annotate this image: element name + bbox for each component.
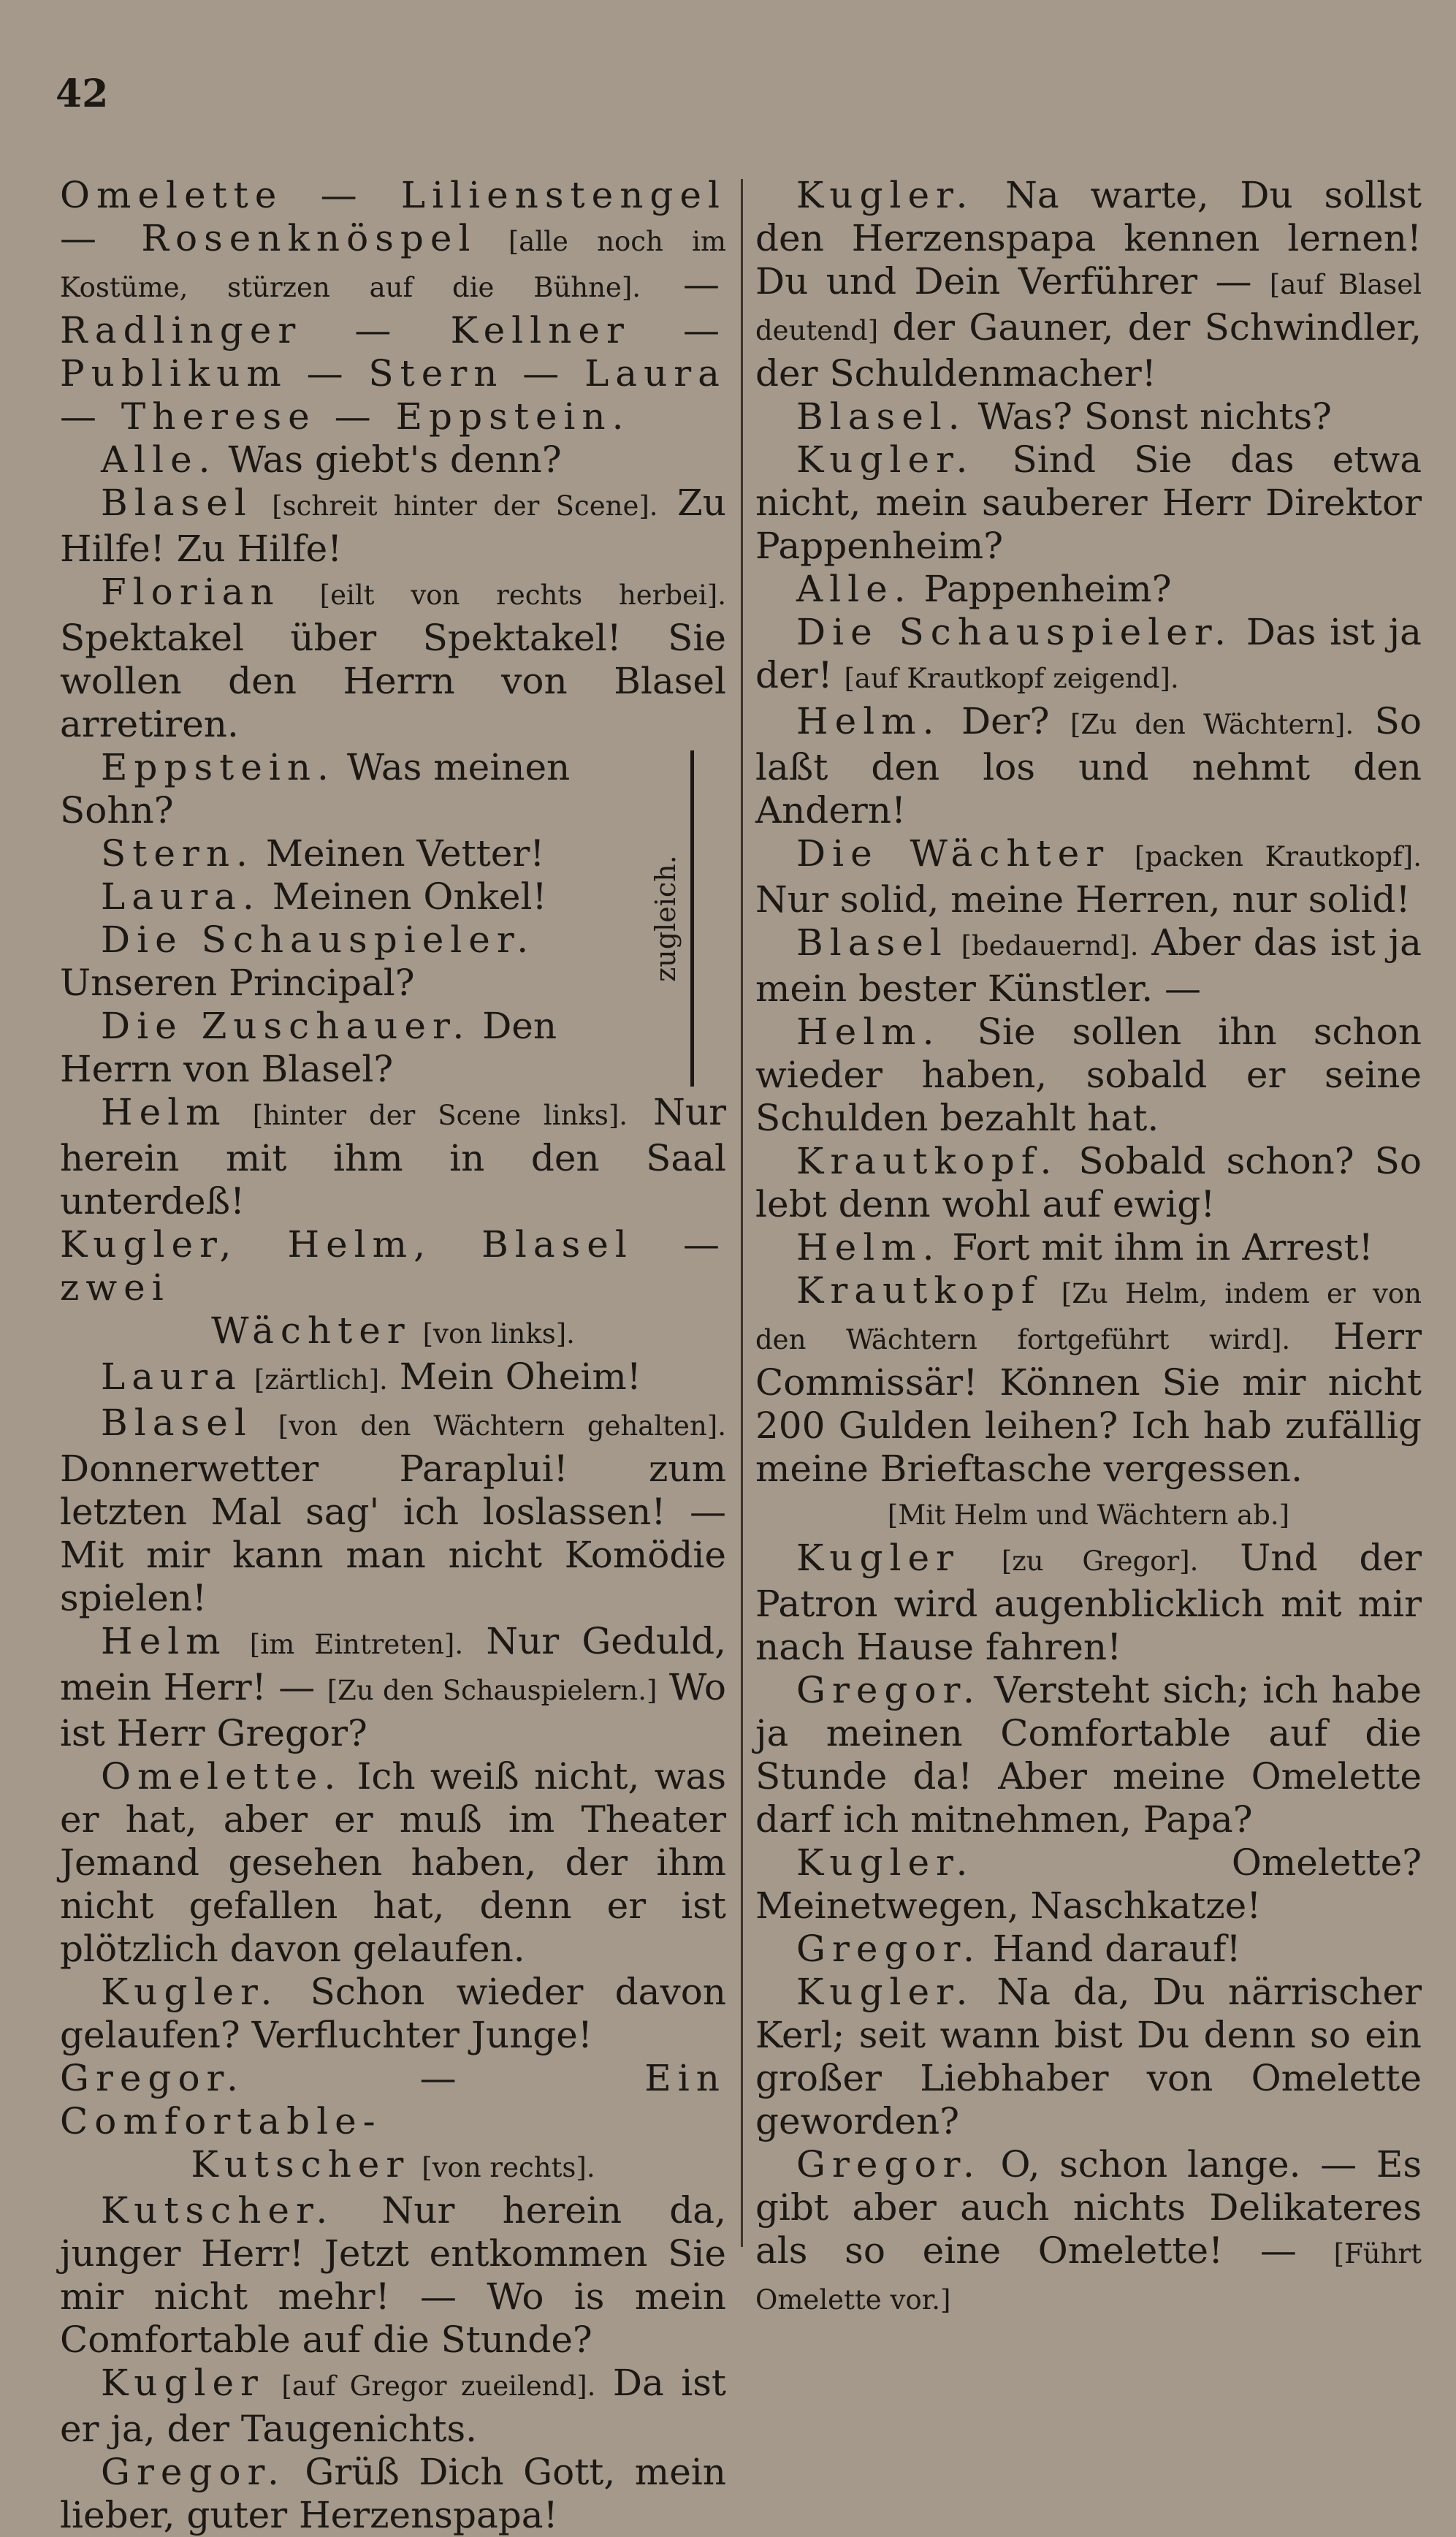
dialogue: O, schon lange. — Es gibt aber auch nichts Delikateres als so eine Omelette! — — [755, 2143, 1422, 2272]
paragraph — [60, 1309, 726, 1355]
speaker: Die Wächter — [796, 832, 1110, 875]
paragraph — [60, 174, 726, 438]
speaker: Wächter — [211, 1309, 411, 1352]
speaker: Helm — [101, 1091, 227, 1133]
dialogue: Der? — [961, 700, 1050, 742]
stage-direction: [von den Wächtern gehalten]. — [278, 1410, 726, 1442]
stage-direction: [Zu Helm, indem er von den Wächtern fortgeführt wird]. — [755, 1278, 1422, 1355]
speaker: Laura — [101, 1355, 243, 1398]
speaker: Laura. — [101, 875, 261, 918]
speaker: Alle. — [796, 568, 912, 610]
dialogue: der Gauner, der Schwindler, der Schuldenmacher! — [755, 306, 1422, 395]
dialogue: Schon wieder davon gelaufen? Verfluchter Junge! — [60, 1971, 726, 2056]
chorus-block — [60, 746, 726, 1091]
speaker: Blasel — [101, 482, 253, 524]
paragraph — [755, 832, 1422, 921]
dialogue: Nur herein mit ihm in den Saal unterdeß! — [60, 1091, 726, 1222]
dialogue: Omelette? Meinetwegen, Naschkatze! — [755, 1841, 1422, 1927]
paragraph — [60, 1355, 726, 1401]
stage-direction: [auf Gregor zueilend]. — [281, 2370, 596, 2402]
paragraph — [60, 1091, 726, 1223]
dialogue: Fort mit ihm in Arrest! — [952, 1226, 1373, 1268]
paragraph — [755, 921, 1422, 1011]
speaker: Kugler. — [796, 1841, 975, 1884]
stage-direction: [hinter der Scene links]. — [252, 1100, 628, 1131]
paragraph — [60, 2189, 726, 2362]
speaker: Stern. — [101, 832, 254, 875]
character-list: Omelette — Lilienstengel — Rosenknöspel — [60, 174, 726, 259]
paragraph — [60, 2362, 726, 2451]
paragraph — [60, 438, 726, 482]
paragraph — [60, 2451, 726, 2537]
dialogue: Das ist ja der! — [755, 611, 1422, 696]
speaker: Die Schauspieler. — [796, 611, 1233, 653]
paragraph: Kugler, Helm, Blasel — zwei — [60, 1223, 726, 1309]
dialogue: Mein Oheim! — [399, 1355, 641, 1398]
paragraph — [755, 1537, 1422, 1669]
stage-direction: [Mit Helm und Wächtern ab.] — [887, 1499, 1290, 1531]
paragraph — [755, 2143, 1422, 2321]
speaker: Florian — [101, 571, 281, 613]
dialogue: Na da, Du närrischer Kerl; seit wann bist Du denn so ein großer Liebhaber von Omelette geworden? — [755, 1971, 1422, 2142]
paragraph — [60, 832, 668, 875]
paragraph — [60, 571, 726, 746]
speaker: Gregor. — [796, 1669, 981, 1711]
speaker: Gregor. — [796, 1928, 981, 1970]
dialogue: Was? Sonst nichts? — [977, 395, 1332, 438]
stage-direction: [auf Blasel deutend] — [755, 269, 1422, 346]
speaker: Gregor. — [101, 2451, 286, 2493]
paragraph — [755, 1669, 1422, 1841]
speaker: Kugler. — [796, 438, 975, 481]
stage-direction: [Führt Omelette vor.] — [755, 2238, 1422, 2316]
dialogue: Donnerwetter Paraplui! zum letzten Mal sag' ich loslassen! — Mit mir kann man nicht Komödie spielen! — [60, 1448, 726, 1619]
speaker: Kutscher. — [101, 2189, 335, 2232]
speaker: Kugler. — [796, 1971, 975, 2013]
paragraph — [755, 611, 1422, 700]
dialogue: Da ist er ja, der Taugenichts. — [60, 2362, 726, 2450]
paragraph — [755, 438, 1422, 568]
paragraph — [755, 1971, 1422, 2143]
speaker: Die Zuschauer. — [101, 1005, 471, 1047]
stage-direction: [eilt von rechts herbei]. — [319, 579, 726, 611]
paragraph — [60, 1755, 726, 1971]
dialogue: Und der Patron wird augenblicklich mit mir nach Hause fahren! — [755, 1537, 1422, 1668]
stage-direction: [im Eintreten]. — [249, 1629, 464, 1660]
stage-direction: [auf Krautkopf zeigend]. — [844, 663, 1179, 694]
speaker: Kugler — [796, 1537, 960, 1579]
dialogue: Meinen Vetter! — [265, 832, 545, 875]
paragraph — [60, 1401, 726, 1620]
paragraph — [755, 1491, 1422, 1537]
speaker: Krautkopf — [796, 1269, 1042, 1312]
dialogue: Unseren Principal? — [60, 962, 415, 1004]
column-divider — [741, 179, 743, 2247]
dialogue: Versteht sich; ich habe ja meinen Comfortable auf die Stunde da! Aber meine Omelette darf ich mitnehmen, Papa? — [755, 1669, 1422, 1841]
dialogue: Ich weiß nicht, was er hat, aber er muß im Theater Jemand gesehen haben, der ihm nicht gefallen hat, denn er ist plötzlich davon gelaufen. — [60, 1755, 726, 1970]
speaker: Kutscher — [191, 2143, 411, 2186]
speaker: Alle. — [101, 438, 217, 481]
dialogue: Meinen Onkel! — [272, 875, 547, 918]
dialogue: Sind Sie das etwa nicht, mein sauberer Herr Direktor Pappenheim? — [755, 438, 1422, 567]
paragraph — [755, 1011, 1422, 1140]
paragraph — [60, 1971, 726, 2057]
paragraph — [755, 395, 1422, 438]
speaker: Helm. — [796, 1011, 941, 1053]
stage-direction: [alle noch im Kostüme, stürzen auf die Bühne]. — [60, 226, 726, 303]
character-list: — Radlinger — Kellner — Publikum — Stern — Laura — Therese — Eppstein. — [60, 263, 726, 438]
paragraph — [60, 875, 668, 918]
speaker: Helm — [101, 1620, 227, 1662]
stage-direction: [Zu den Wächtern]. — [1070, 709, 1354, 740]
speaker: Gregor. — [60, 2057, 245, 2099]
stage-direction: [packen Krautkopf]. — [1134, 841, 1422, 872]
dialogue: Wo ist Herr Gregor? — [60, 1666, 727, 1754]
stage-direction: [bedauernd]. — [961, 930, 1139, 962]
dialogue: Sobald schon? So lebt denn wohl auf ewig! — [755, 1140, 1422, 1225]
paragraph — [60, 746, 668, 832]
paragraph — [60, 918, 668, 1005]
speaker: Kugler — [101, 2362, 264, 2404]
dialogue: Pappenheim? — [923, 568, 1172, 610]
dialogue: Grüß Dich Gott, mein lieber, guter Herzenspapa! — [60, 2451, 726, 2536]
paragraph — [60, 2143, 726, 2189]
dialogue: Zu Hilfe! Zu Hilfe! — [60, 482, 726, 570]
paragraph — [755, 1140, 1422, 1226]
dialogue: Nur Geduld, mein Herr! — — [60, 1620, 726, 1708]
speaker: Helm. — [796, 1226, 941, 1268]
dialogue: Nur solid, meine Herren, nur solid! — [755, 878, 1411, 921]
right-column — [755, 174, 1422, 2321]
paragraph — [60, 482, 726, 571]
speaker: Gregor. — [796, 2143, 981, 2186]
stage-direction: [von rechts]. — [422, 2152, 595, 2183]
paragraph — [60, 2057, 726, 2143]
dialogue: — Ein Comfortable- — [60, 2057, 726, 2142]
stage-direction: [Zu den Schauspielern.] — [327, 1675, 658, 1706]
speaker: Helm. — [796, 700, 941, 742]
dialogue: Nur herein da, junger Herr! Jetzt entkommen Sie mir nicht mehr! — Wo is mein Comfortable auf die Stunde? — [60, 2189, 726, 2361]
stage-direction: [zärtlich]. — [254, 1364, 388, 1396]
paragraph — [755, 1269, 1422, 1491]
stage-direction: [von links]. — [422, 1318, 575, 1350]
paragraph — [755, 174, 1422, 395]
dialogue: So laßt den los und nehmt den Andern! — [755, 700, 1422, 832]
dialogue: Hand darauf! — [992, 1928, 1241, 1970]
paragraph — [755, 1226, 1422, 1269]
dialogue: Aber das ist ja mein bester Künstler. — — [755, 921, 1422, 1010]
paragraph — [755, 568, 1422, 611]
stage-direction: [schreit hinter der Scene]. — [272, 490, 658, 522]
page-number: 42 — [56, 72, 109, 116]
dialogue: Na warte, Du sollst den Herzenspapa kennen lernen! Du und Dein Verführer — — [755, 174, 1422, 303]
dialogue: Den Herrn von Blasel? — [60, 1005, 557, 1090]
speaker: Blasel — [796, 921, 948, 964]
dialogue: Herr Commissär! Können Sie mir nicht 200 Gulden leihen? Ich hab zufällig meine Brieftasche vergessen. — [755, 1315, 1422, 1490]
dialogue: Sie sollen ihn schon wieder haben, sobald er seine Schulden bezahlt hat. — [755, 1011, 1422, 1139]
speaker: Eppstein. — [101, 746, 335, 788]
dialogue: Spektakel über Spektakel! Sie wollen den Herrn von Blasel arretiren. — [60, 617, 726, 745]
speaker: Blasel. — [796, 395, 967, 438]
speaker: Die Schauspieler. — [101, 918, 535, 961]
chorus-bracket — [690, 750, 694, 1087]
paragraph — [60, 1005, 668, 1091]
speaker: Kugler. — [796, 174, 975, 216]
paragraph — [60, 1620, 726, 1755]
dialogue: Was giebt's denn? — [228, 438, 562, 481]
speaker: Krautkopf. — [796, 1140, 1059, 1182]
stage-direction: [zu Gregor]. — [1001, 1545, 1199, 1577]
chorus-label: zugleich. — [649, 855, 682, 982]
paragraph — [755, 1841, 1422, 1928]
speaker: Omelette. — [101, 1755, 343, 1798]
speaker: Blasel — [101, 1401, 253, 1444]
paragraph — [755, 1928, 1422, 1971]
speaker: Kugler. — [101, 1971, 279, 2013]
paragraph — [755, 700, 1422, 832]
left-column — [60, 174, 726, 2537]
dialogue: Was meinen Sohn? — [60, 746, 571, 832]
